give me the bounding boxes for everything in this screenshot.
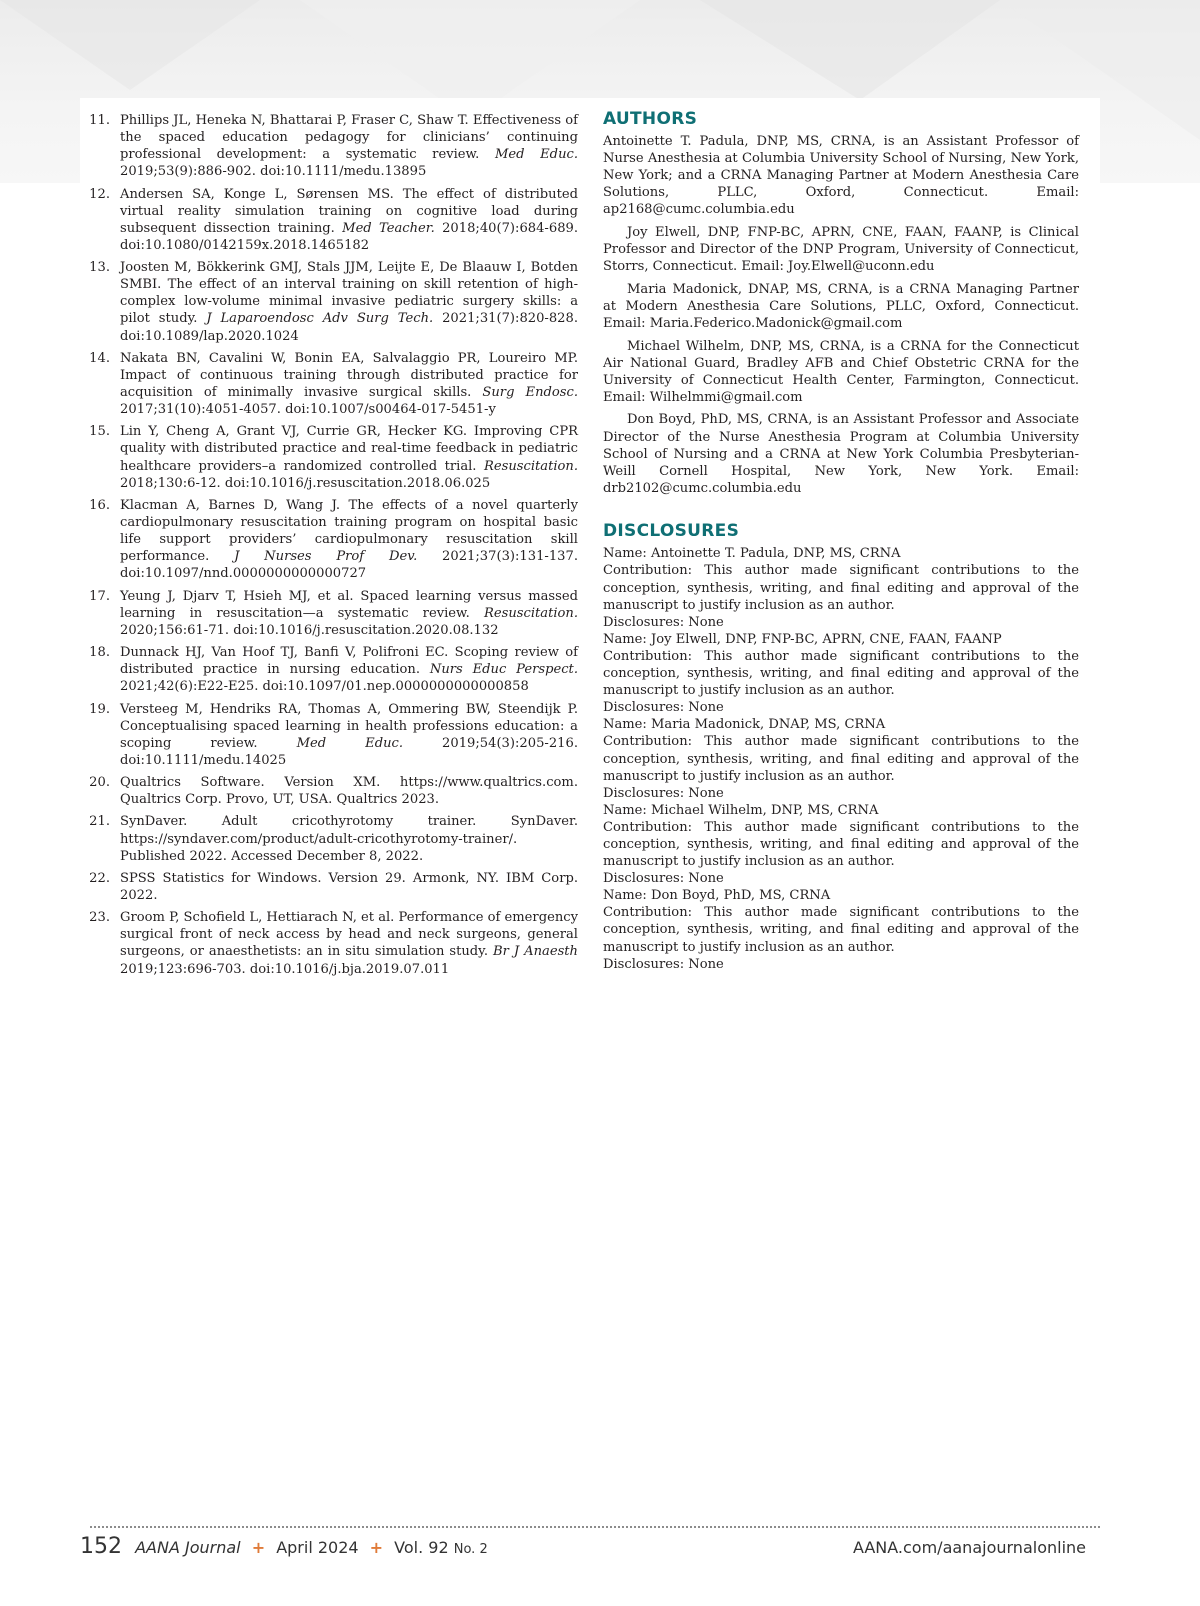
- reference-item: [80, 497, 578, 582]
- disclosure-disclosure: Disclosures: None: [603, 700, 724, 716]
- reference-journal: Surg Endosc.: [482, 384, 578, 400]
- page-content: [80, 98, 1100, 1098]
- reference-item: [80, 588, 578, 639]
- reference-text: SPSS Statistics for Windows. Version 29. Armonk, NY. IBM Corp. 2022.: [120, 870, 578, 903]
- reference-journal: Med Teacher.: [342, 220, 435, 236]
- reference-number: 21.: [89, 814, 110, 830]
- disclosure-contribution: Contribution: This author made significant contributions to the conception, synthesis, writing, and final editing and approval of the manuscript to justify inclusion as an author.: [603, 905, 1079, 955]
- reference-number: 13.: [89, 260, 110, 276]
- reference-citation: 2019;123:696-703. doi:10.1016/j.bja.2019.07.011: [120, 961, 450, 977]
- reference-citation: 2019;53(9):886-902. doi:10.1111/medu.13895: [120, 164, 427, 180]
- reference-text: Lin Y, Cheng A, Grant VJ, Currie GR, Hecker KG. Improving CPR quality with distributed practice and real-time feedback in pediatric healthcare providers–a randomized controlled trial.: [120, 424, 578, 474]
- plus-separator-icon: +: [369, 1538, 384, 1557]
- reference-item: [80, 813, 578, 864]
- reference-journal: Nurs Educ Perspect.: [429, 662, 578, 678]
- reference-number: 19.: [89, 701, 110, 717]
- reference-text: Dunnack HJ, Van Hoof TJ, Banfi V, Polifroni EC. Scoping review of distributed practice in nursing education.: [120, 645, 578, 678]
- reference-number: 18.: [89, 645, 110, 661]
- authors-bios: [603, 133, 1079, 497]
- disclosure-name: Name: Maria Madonick, DNAP, MS, CRNA: [603, 717, 886, 733]
- right-column: [603, 108, 1079, 973]
- reference-journal: Med Educ.: [296, 735, 404, 751]
- reference-number: 22.: [89, 870, 110, 886]
- disclosures-heading: DISCLOSURES: [603, 521, 740, 542]
- disclosure-disclosure: Disclosures: None: [603, 956, 724, 972]
- references-column: [80, 112, 578, 983]
- reference-number: 12.: [89, 186, 110, 202]
- journal-name: AANA Journal: [135, 1538, 241, 1557]
- reference-number: 14.: [89, 350, 110, 366]
- author-bio: Don Boyd, PhD, MS, CRNA, is an Assistant Professor and Associate Director of the Nurse Anesthesia Program at Columbia University School of Nursing and a CRNA at New York Columbia Presbyterian-Weill Cornell Hospital, New York, New York. Email: drb2102@cumc.columbia.edu: [603, 412, 1079, 496]
- disclosure-contribution: Contribution: This author made significant contributions to the conception, synthesis, writing, and final editing and approval of the manuscript to justify inclusion as an author.: [603, 648, 1079, 699]
- reference-text: Phillips JL, Heneka N, Bhattarai P, Fraser C, Shaw T. Effectiveness of the spaced education pedagogy for clinicians’ continuing professional development: a systematic review.: [120, 113, 578, 163]
- volume: Vol. 92: [394, 1538, 449, 1557]
- reference-journal: Resuscitation.: [484, 605, 578, 621]
- author-bio: Maria Madonick, DNAP, MS, CRNA, is a CRNA Managing Partner at Modern Anesthesia Care Solutions, PLLC, Oxford, Connecticut. Email: Maria.Federico.Madonick@gmail.com: [603, 281, 1079, 331]
- reference-journal: J Laparoendosc Adv Surg Tech.: [206, 311, 434, 327]
- issue-date: April 2024: [276, 1538, 359, 1557]
- reference-item: [80, 644, 578, 695]
- disclosures-list: [603, 545, 1079, 972]
- reference-journal: Med Educ.: [494, 147, 578, 163]
- disclosure-disclosure: Disclosures: None: [603, 785, 724, 801]
- reference-number: 23.: [89, 910, 110, 926]
- disclosure-disclosure: Disclosures: None: [603, 871, 724, 887]
- page-number: 152: [80, 1534, 122, 1559]
- reference-citation: 2021;42(6):E22-E25. doi:10.1097/01.nep.0000000000000858: [120, 679, 529, 695]
- plus-separator-icon: +: [251, 1538, 266, 1557]
- author-bio: Michael Wilhelm, DNP, MS, CRNA, is a CRNA for the Connecticut Air National Guard, Bradley AFB and Chief Obstetric CRNA for the University of Connecticut Health Center, Farmington, Connecticut. Email: Wilhelmmi@gmail.com: [603, 338, 1079, 405]
- journal-website-link[interactable]: AANA.com/aanajournalonline: [852, 1538, 1086, 1557]
- reference-number: 11.: [89, 113, 110, 128]
- issue-number: No. 2: [453, 1542, 488, 1557]
- reference-number: 15.: [89, 424, 110, 440]
- author-bio: Antoinette T. Padula, DNP, MS, CRNA, is an Assistant Professor of Nurse Anesthesia at Columbia University School of Nursing, New York, New York; and a CRNA Managing Partner at Modern Anesthesia Care Solutions, PLLC, Oxford, Connecticut. Email: ap2168@cumc.columbia.edu: [603, 134, 1079, 218]
- reference-text: Andersen SA, Konge L, Sørensen MS. The effect of distributed virtual reality simulation training on cognitive load during subsequent dissection training.: [120, 186, 578, 236]
- reference-item: [80, 259, 578, 344]
- reference-item: [80, 701, 578, 769]
- disclosure-name: Name: Antoinette T. Padula, DNP, MS, CRNA: [603, 546, 901, 562]
- reference-journal: Resuscitation.: [484, 458, 578, 474]
- page-footer: [80, 1534, 1086, 1574]
- reference-text: Joosten M, Bökkerink GMJ, Stals JJM, Leijte E, De Blaauw I, Botden SMBI. The effect of an interval training on skill retention of high-complex low-volume minimal invasive pediatric surgery skills: a pilot study.: [120, 260, 578, 327]
- reference-citation: 2018;130:6-12. doi:10.1016/j.resuscitation.2018.06.025: [120, 475, 491, 491]
- disclosure-contribution: Contribution: This author made significant contributions to the conception, synthesis, writing, and final editing and approval of the manuscript to justify inclusion as an author.: [603, 563, 1079, 613]
- reference-item: [80, 423, 578, 491]
- reference-item: [80, 350, 578, 418]
- reference-text: Klacman A, Barnes D, Wang J. The effects of a novel quarterly cardiopulmonary resuscitation training program on hospital basic life support providers’ cardiopulmonary resuscitation skill performance.: [120, 497, 578, 565]
- reference-text: Groom P, Schofield L, Hettiarach N, et al. Performance of emergency surgical front of neck access by head and neck surgeons, general surgeons, or anaesthetists: an in situ simulation study.: [120, 910, 578, 960]
- reference-number: 20.: [89, 775, 110, 791]
- reference-text: Yeung J, Djarv T, Hsieh MJ, et al. Spaced learning versus massed learning in resuscitation—a systematic review.: [120, 588, 578, 621]
- disclosure-contribution: Contribution: This author made significant contributions to the conception, synthesis, writing, and final editing and approval of the manuscript to justify inclusion as an author.: [603, 819, 1079, 870]
- reference-item: [80, 909, 578, 977]
- reference-item: [80, 112, 578, 180]
- reference-citation: 2017;31(10):4051-4057. doi:10.1007/s00464-017-5451-y: [120, 402, 496, 418]
- reference-journal: J Nurses Prof Dev.: [234, 549, 418, 565]
- reference-item: [80, 774, 578, 808]
- reference-citation: 2019;54(3):205-216. doi:10.1111/medu.14025: [120, 735, 578, 768]
- reference-item: [80, 186, 578, 254]
- disclosure-disclosure: Disclosures: None: [603, 614, 724, 630]
- footer-divider: [90, 1526, 1100, 1528]
- reference-journal: Br J Anaesth: [493, 944, 578, 960]
- authors-heading: AUTHORS: [603, 109, 698, 129]
- reference-citation: 2021;31(7):820-828. doi:10.1089/lap.2020.1024: [120, 311, 579, 344]
- reference-number: 16.: [89, 497, 110, 513]
- reference-item: [80, 870, 578, 904]
- disclosure-contribution: Contribution: This author made significant contributions to the conception, synthesis, writing, and final editing and approval of the manuscript to justify inclusion as an author.: [603, 734, 1079, 784]
- disclosure-name: Name: Michael Wilhelm, DNP, MS, CRNA: [603, 802, 879, 818]
- author-bio: Joy Elwell, DNP, FNP-BC, APRN, CNE, FAAN, FAANP, is Clinical Professor and Director of the DNP Program, University of Connecticut, Storrs, Connecticut. Email: Joy.Elwell@uconn.edu: [603, 224, 1079, 275]
- reference-text: Nakata BN, Cavalini W, Bonin EA, Salvalaggio PR, Loureiro MP. Impact of continuous training through distributed practice for acquisition of minimally invasive surgical skills.: [120, 350, 578, 400]
- reference-number: 17.: [89, 588, 110, 604]
- reference-citation: 2021;37(3):131-137. doi:10.1097/nnd.0000000000000727: [120, 549, 578, 582]
- reference-text: Versteeg M, Hendriks RA, Thomas A, Ommering BW, Steendijk P. Conceptualising spaced learning in health professions education: a scoping review.: [120, 701, 578, 751]
- reference-text: Qualtrics Software. Version XM. https://www.qualtrics.com. Qualtrics Corp. Provo, UT, USA. Qualtrics 2023.: [120, 775, 578, 808]
- reference-text: SynDaver. Adult cricothyrotomy trainer. SynDaver. https://syndaver.com/product/adult-cricothyrotomy-trainer/. Published 2022. Accessed December 8, 2022.: [120, 814, 578, 864]
- reference-citation: 2018;40(7):684-689. doi:10.1080/0142159x.2018.1465182: [120, 220, 579, 253]
- disclosure-name: Name: Joy Elwell, DNP, FNP-BC, APRN, CNE, FAAN, FAANP: [603, 631, 1002, 647]
- disclosure-name: Name: Don Boyd, PhD, MS, CRNA: [603, 888, 831, 904]
- reference-citation: 2020;156:61-71. doi:10.1016/j.resuscitation.2020.08.132: [120, 622, 499, 638]
